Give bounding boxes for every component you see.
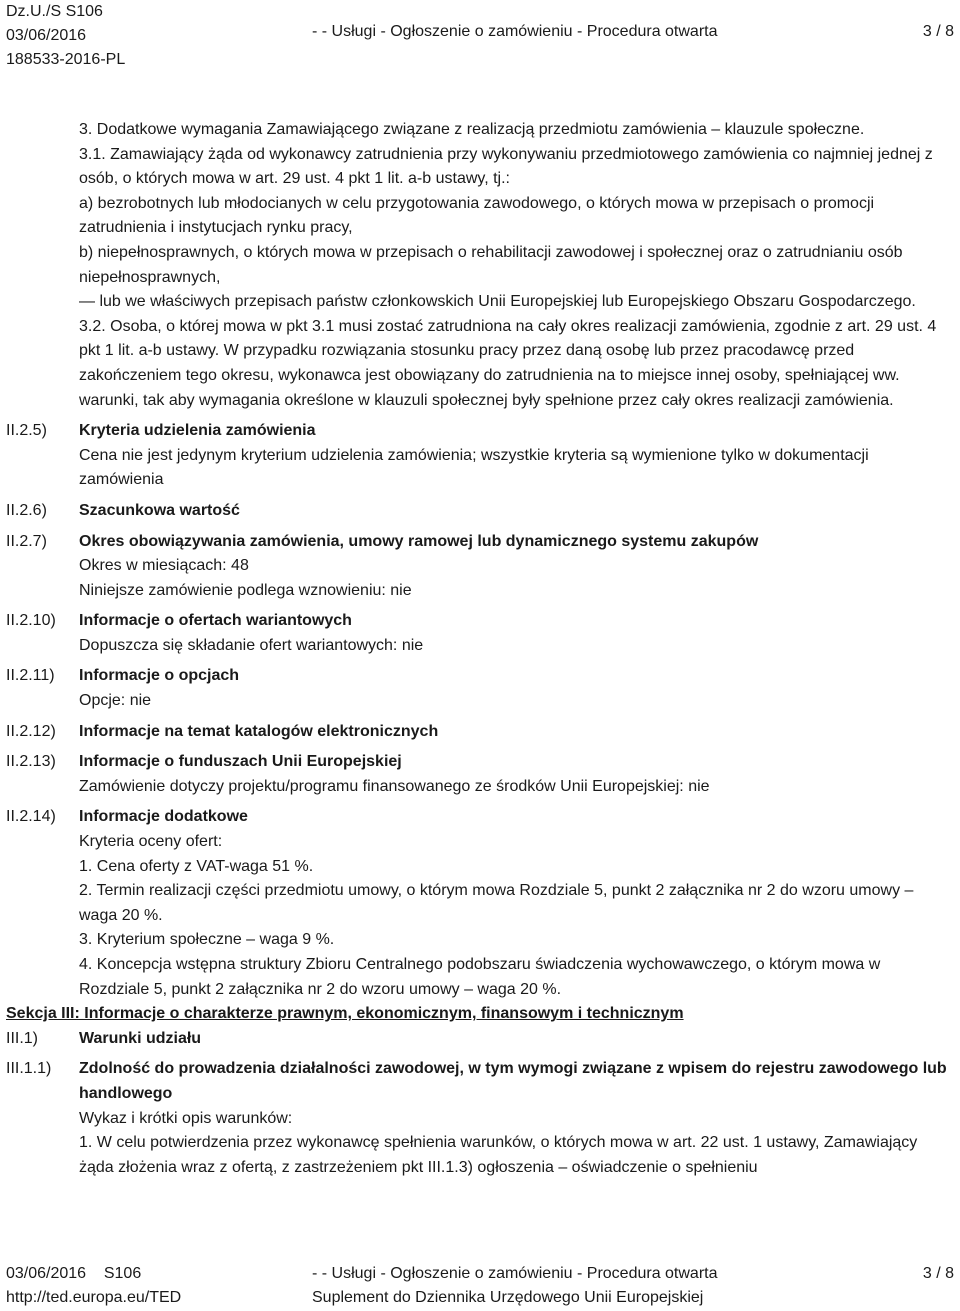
section-text: Zamówienie dotyczy projektu/programu finansowanego ze środków Unii Europejskiej: nie bbox=[79, 777, 710, 795]
footer-url[interactable]: http://ted.europa.eu/TED bbox=[6, 1289, 182, 1306]
footer-series: S106 bbox=[103, 1265, 142, 1282]
section-iii-1-1 bbox=[0, 1057, 960, 1180]
footer-left bbox=[6, 1262, 181, 1310]
section-title: Okres obowiązywania zamówienia, umowy ramowej lub dynamicznego systemu zakupów bbox=[79, 532, 759, 550]
section-ii-2-12 bbox=[0, 720, 960, 745]
social-clause bbox=[79, 118, 954, 413]
section-number: II.2.10) bbox=[6, 612, 56, 630]
section-text: Okres w miesiącach: 48 bbox=[79, 557, 249, 575]
section-number: II.2.5) bbox=[6, 422, 47, 440]
section-number: II.2.6) bbox=[6, 501, 47, 519]
section-ii-2-11 bbox=[0, 664, 960, 713]
section-number: II.2.14) bbox=[6, 808, 56, 826]
section-number: III.1.1) bbox=[6, 1060, 52, 1078]
header-left bbox=[6, 0, 125, 72]
clause-paragraph: 3.2. Osoba, o której mowa w pkt 3.1 musi zostać zatrudniona na cały okres realizacji zamówienia, zgodnie z art. 29 ust. 4 pkt 1 lit. a-b ustawy. W przypadku rozwiązania stosunku pracy przez daną osobę lub przez pracodawcę przed zakończeniem tego okresu, wykonawca jest obowiązany do zatrudnienia na to miejsce innej osoby, spełniającej ww. warunki, tak aby wymagania określone w klauzuli społecznej były spełnione przez cały okres realizacji zamówienia. bbox=[79, 317, 937, 409]
section-text: 2. Termin realizacji części przedmiotu umowy, o którym mowa Rozdziale 5, punkt 2 załącznika nr 2 do wzoru umowy – waga 20 %. bbox=[79, 882, 914, 924]
header-date: 03/06/2016 bbox=[6, 27, 87, 44]
section-ii-2-5 bbox=[0, 419, 960, 493]
section-text: 1. W celu potwierdzenia przez wykonawcę spełnienia warunków, o których mowa w art. 22 ust. 1 ustawy, Zamawiający żąda złożenia wraz z ofertą, z zastrzeżeniem pkt III.1.3) ogłoszenia – oświadczenie o spełnieniu bbox=[79, 1134, 918, 1176]
clause-paragraph: a) bezrobotnych lub młodocianych w celu przygotowania zawodowego, o których mowa w przepisach o promocji zatrudnienia i instytucjach rynku pracy, bbox=[79, 194, 875, 237]
document-body bbox=[0, 118, 960, 1180]
header-title: - - Usługi - Ogłoszenie o zamówieniu - Procedura otwarta bbox=[312, 23, 718, 40]
section-title: Szacunkowa wartość bbox=[79, 501, 240, 519]
section-title: Informacje o funduszach Unii Europejskiej bbox=[79, 753, 402, 771]
section-text: Cena nie jest jedynym kryterium udzielenia zamówienia; wszystkie kryteria są wymienione tylko w dokumentacji zamówienia bbox=[79, 446, 869, 489]
section-title: Zdolność do prowadzenia działalności zawodowej, w tym wymogi związane z wpisem do rejestru zawodowego lub handlowego bbox=[79, 1060, 947, 1102]
footer-center bbox=[312, 1262, 718, 1310]
section-ii-2-7 bbox=[0, 530, 960, 604]
section-text: Wykaz i krótki opis warunków: bbox=[79, 1109, 293, 1127]
clause-paragraph: b) niepełnosprawnych, o których mowa w przepisach o rehabilitacji zawodowej i społecznej oraz o zatrudnianiu osób niepełnosprawnych, bbox=[79, 243, 903, 286]
section-iii-1 bbox=[0, 1027, 960, 1052]
page-header bbox=[6, 0, 954, 72]
notice-id: 188533-2016-PL bbox=[6, 51, 126, 68]
clause-title: 3. Dodatkowe wymagania Zamawiającego związane z realizacją przedmiotu zamówienia – klauzule społeczne. bbox=[79, 121, 865, 138]
section-number: II.2.12) bbox=[6, 722, 56, 740]
section-title: Informacje dodatkowe bbox=[79, 808, 248, 826]
footer-title: - - Usługi - Ogłoszenie o zamówieniu - Procedura otwarta bbox=[312, 1265, 718, 1282]
section-text: Niniejsze zamówienie podlega wznowieniu: nie bbox=[79, 581, 412, 599]
section-title: Warunki udziału bbox=[79, 1029, 202, 1047]
footer-supplement: Suplement do Dziennika Urzędowego Unii Europejskiej bbox=[312, 1289, 704, 1306]
footer-page-number: 3 / 8 bbox=[922, 1265, 954, 1282]
section-text: Opcje: nie bbox=[79, 692, 152, 710]
section-title: Informacje o opcjach bbox=[79, 667, 240, 685]
section-ii-2-10 bbox=[0, 609, 960, 658]
journal-line: Dz.U./S S106 bbox=[6, 3, 103, 20]
section-text: 4. Koncepcja wstępna struktury Zbioru Centralnego podobszaru świadczenia wychowawczego, o którym mowa w Rozdziale 5, punkt 2 załącznika nr 2 do wzoru umowy – waga 20 %. bbox=[79, 956, 881, 998]
section-ii-2-14 bbox=[0, 805, 960, 1002]
section-text: Dopuszcza się składanie ofert wariantowych: nie bbox=[79, 636, 424, 654]
section-number: II.2.7) bbox=[6, 532, 47, 550]
section-text: Kryteria oceny ofert: bbox=[79, 833, 223, 851]
section-number: II.2.13) bbox=[6, 753, 56, 771]
section-number: III.1) bbox=[6, 1029, 39, 1047]
header-page-number: 3 / 8 bbox=[922, 23, 954, 40]
clause-paragraph: 3.1. Zamawiający żąda od wykonawcy zatrudnienia przy wykonywaniu przedmiotowego zamówienia co najmniej jednej z osób, o których mowa w art. 29 ust. 4 pkt 1 lit. a-b ustawy, tj.: bbox=[79, 145, 933, 188]
clause-paragraph: — lub we właściwych przepisach państw członkowskich Unii Europejskiej lub Europejskiego Obszaru Gospodarczego. bbox=[79, 293, 916, 311]
section-title: Kryteria udzielenia zamówienia bbox=[79, 422, 316, 440]
section-ii-2-13 bbox=[0, 750, 960, 799]
section-text: 1. Cena oferty z VAT-waga 51 %. bbox=[79, 857, 314, 875]
footer-date: 03/06/2016 bbox=[6, 1265, 87, 1282]
page-footer bbox=[6, 1262, 954, 1311]
section-iii-heading: Sekcja III: Informacje o charakterze prawnym, ekonomicznym, finansowym i technicznym bbox=[6, 1005, 684, 1023]
section-title: Informacje o ofertach wariantowych bbox=[79, 612, 352, 630]
section-text: 3. Kryterium społeczne – waga 9 %. bbox=[79, 931, 335, 949]
section-ii-2-6 bbox=[0, 499, 960, 524]
section-number: II.2.11) bbox=[6, 667, 55, 685]
section-title: Informacje na temat katalogów elektronicznych bbox=[79, 722, 439, 740]
